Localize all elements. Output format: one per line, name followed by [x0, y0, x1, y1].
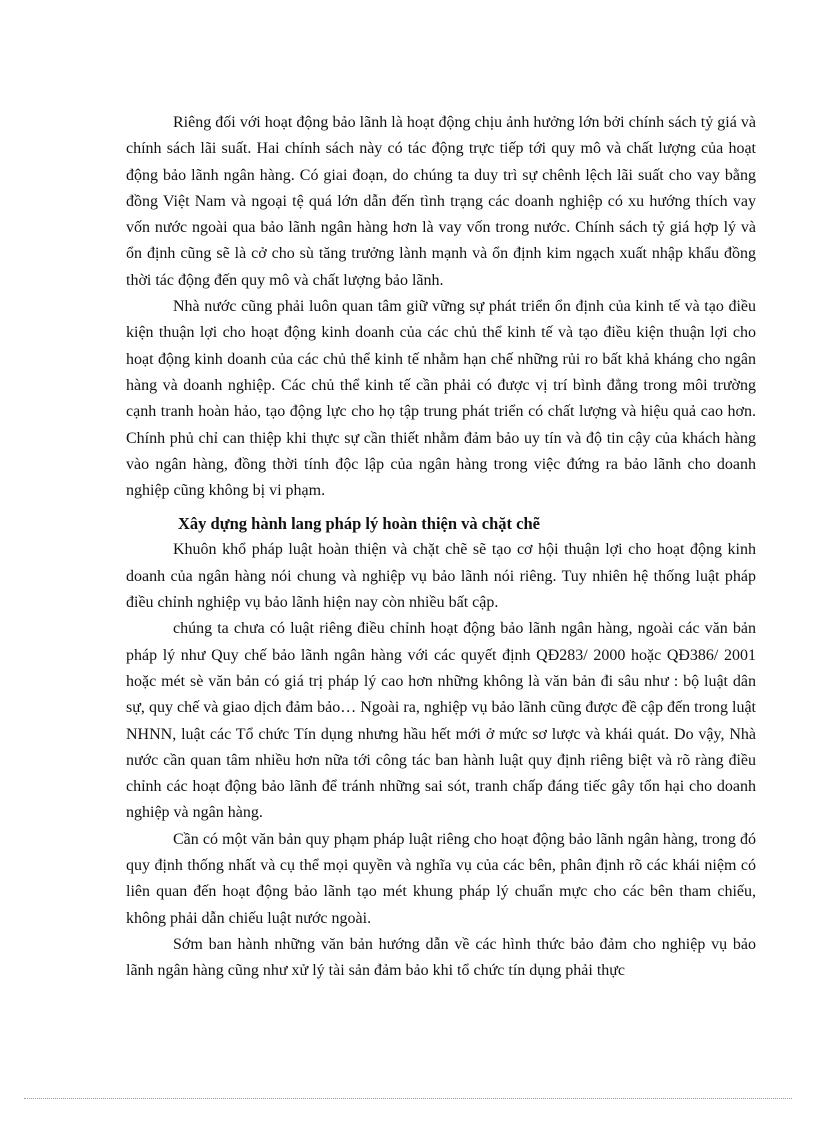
document-body	[126, 110, 756, 985]
paragraph-exchange-rate-policy: Riêng đối với hoạt động bảo lãnh là hoạt động chịu ảnh hưởng lớn bởi chính sách tỷ giá và chính sách lãi suất. Hai chính sách này có tác động trực tiếp tới quy mô và chất lượng của hoạt động bảo lãnh ngân hàng. Có giai đoạn, do chúng ta duy trì sự chênh lệch lãi suất cho vay bằng đồng Việt Nam và ngoại tệ quá lớn dẫn đến tình trạng các doanh nghiệp có xu hướng thích vay vốn nước ngoài qua bảo lãnh ngân hàng hơn là vay vốn trong nước. Chính sách tỷ giá hợp lý và ổn định cũng sẽ là cở cho sù tăng trưởng lành mạnh và ổn định kim ngạch xuất nhập khẩu đồng thời tác động đến quy mô và chất lượng bảo lãnh.	[126, 114, 756, 289]
paragraph-guidance-documents: Sớm ban hành những văn bản hướng dẫn về các hình thức bảo đảm cho nghiệp vụ bảo lãnh ngân hàng cũng như xử lý tài sản đảm bảo khi tổ chức tín dụng phải thực	[126, 935, 756, 980]
paragraph-legal-framework-intro: Khuôn khổ pháp luật hoàn thiện và chặt chẽ sẽ tạo cơ hội thuận lợi cho hoạt động kinh doanh của ngân hàng nói chung và nghiệp vụ bảo lãnh nói riêng. Tuy nhiên hệ thống luật pháp điều chỉnh nghiệp vụ bảo lãnh hiện nay còn nhiều bất cập.	[126, 541, 756, 612]
paragraph-legal-document-needed: Cần có một văn bản quy phạm pháp luật riêng cho hoạt động bảo lãnh ngân hàng, trong đó quy định thống nhất và cụ thể mọi quyền và nghĩa vụ của các bên, phân định rõ các khái niệm có liên quan đến hoạt động bảo lãnh tạo mét khung pháp lý chuẩn mực cho các bên tham chiếu, không phải dẫn chiếu luật nước ngoài.	[126, 830, 756, 927]
paragraph-no-specific-law: chúng ta chưa có luật riêng điều chỉnh hoạt động bảo lãnh ngân hàng, ngoài các văn bản pháp lý như Quy chế bảo lãnh ngân hàng với các quyết định QĐ283/ 2000 hoặc QĐ386/ 2001 hoặc mét sè văn bản có giá trị pháp lý cao hơn những không là văn bản đi sâu như : bộ luật dân sự, quy chế và giao dịch đảm bảo… Ngoài ra, nghiệp vụ bảo lãnh cũng được đề cập đến trong luật NHNN, luật các Tổ chức Tín dụng nhưng hầu hết mới ở mức sơ lược và khái quát. Do vậy, Nhà nước cần quan tâm nhiều hơn nữa tới công tác ban hành luật quy định riêng biệt và rõ ràng điều chỉnh các hoạt động bảo lãnh để tránh những sai sót, tranh chấp đáng tiếc gây tổn hại cho doanh nghiệp và ngân hàng.	[126, 620, 756, 822]
paragraph-state-stability: Nhà nước cũng phải luôn quan tâm giữ vững sự phát triển ổn định của kinh tế và tạo điều kiện thuận lợi cho hoạt động kinh doanh của các chủ thể kinh tế và tạo điều kiện thuận lợi cho hoạt động kinh doanh của các chủ thể kinh tế nhằm hạn chế những rủi ro bất khả kháng cho ngân hàng và doanh nghiệp. Các chủ thể kinh tế cần phải có được vị trí bình đẳng trong môi trường cạnh tranh hoàn hảo, tạo động lực cho họ tập trung phát triển có chất lượng và hiệu quả cao hơn. Chính phủ chỉ can thiệp khi thực sự cần thiết nhằm đảm bảo uy tín và độ tin cậy của khách hàng vào ngân hàng, đồng thời tính độc lập của ngân hàng trong việc đứng ra bảo lãnh cho doanh nghiệp cũng không bị vi phạm.	[126, 298, 756, 500]
footer-dotted-rule	[24, 1098, 792, 1099]
section-heading-legal-framework: Xây dựng hành lang pháp lý hoàn thiện và chặt chẽ	[178, 514, 541, 534]
